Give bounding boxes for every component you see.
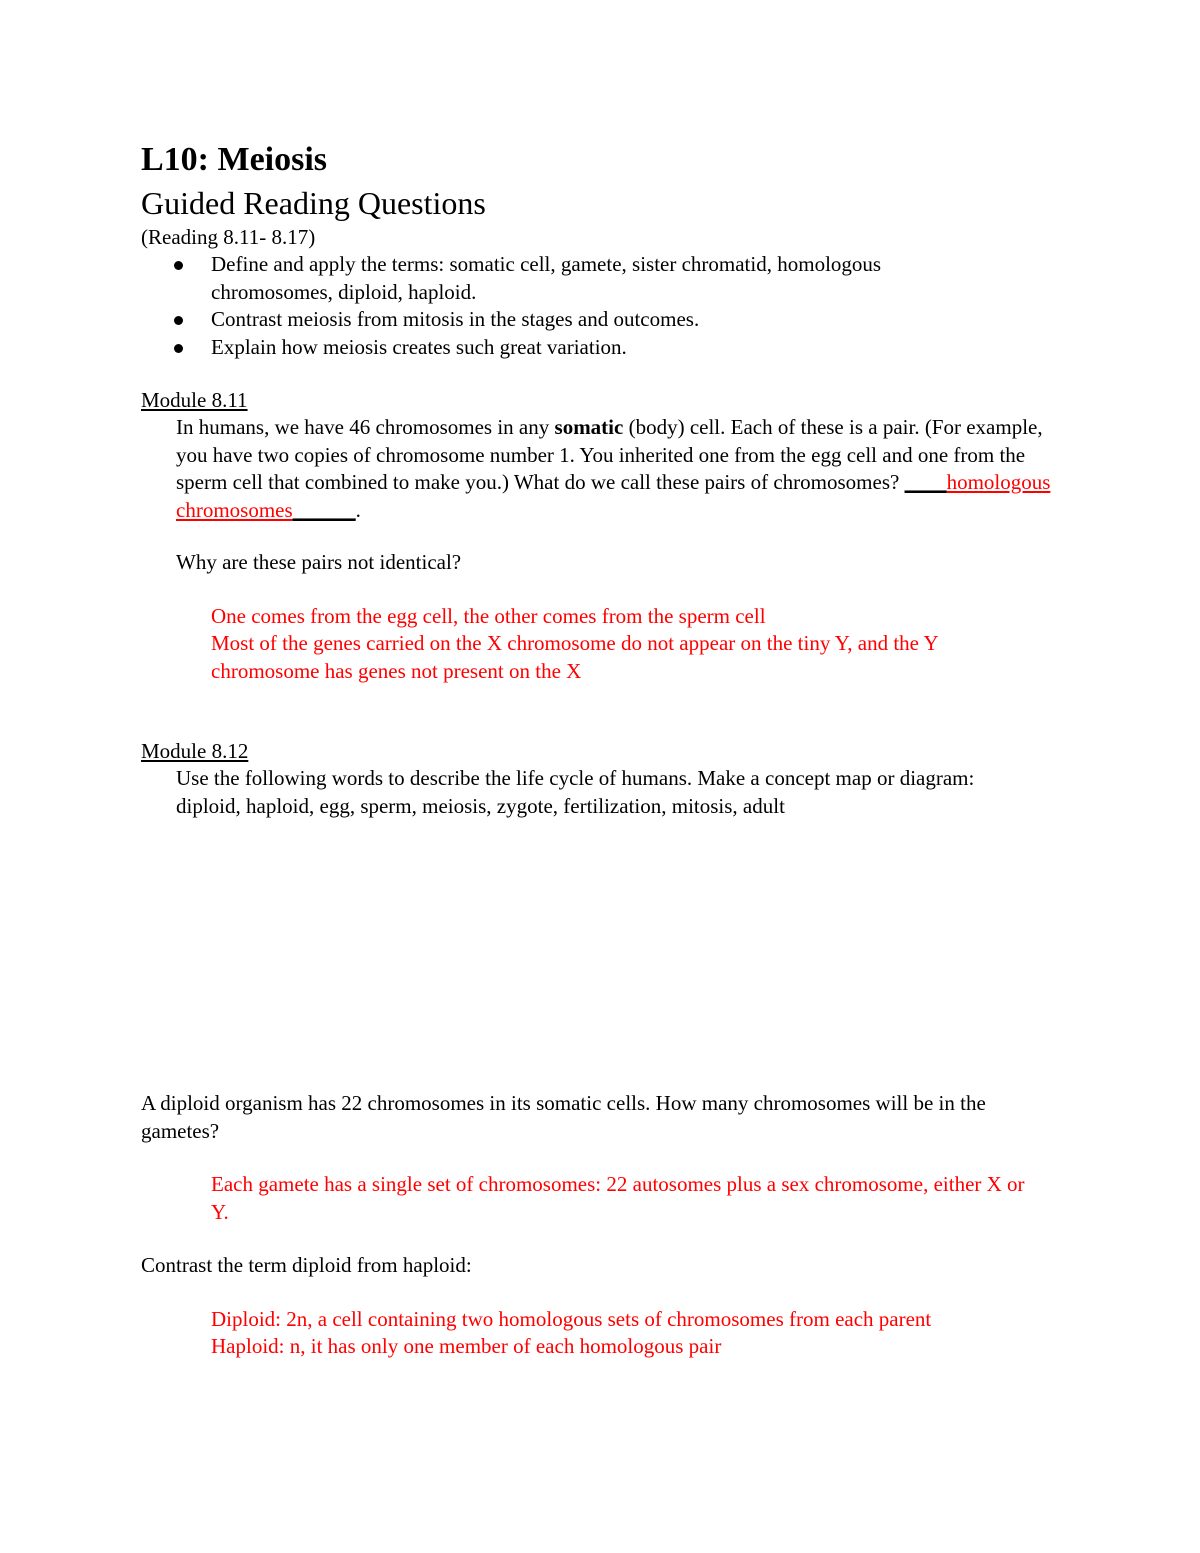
answer-line: One comes from the egg cell, the other comes from the sperm cell	[211, 604, 766, 628]
module-8-12-heading: Module 8.12	[141, 739, 249, 763]
bullet-icon	[174, 316, 183, 325]
question-text: .	[355, 497, 361, 522]
objective-item	[141, 251, 971, 306]
module-8-11-question-2: Why are these pairs not identical?	[176, 550, 462, 574]
answer-text: homologous chromosomes	[176, 470, 1051, 522]
page-subtitle: Guided Reading Questions	[141, 185, 486, 221]
module-8-12-question-1: Use the following words to describe the life cycle of humans. Make a concept map or diagram: diploid, haploid, egg, sperm, meiosis, zygote, fertilization, mitosis, adult	[176, 766, 975, 818]
page-title: L10: Meiosis	[141, 141, 328, 178]
objective-text: Contrast meiosis from mitosis in the stages and outcomes.	[211, 307, 700, 331]
module-8-11-heading: Module 8.11	[141, 388, 248, 412]
objective-text: Define and apply the terms: somatic cell, gamete, sister chromatid, homologous chromosomes, diploid, haploid.	[211, 252, 882, 304]
objective-text: Explain how meiosis creates such great variation.	[211, 334, 627, 359]
question-text: In humans, we have 46 chromosomes in any	[176, 415, 555, 439]
answer-blank: ____	[904, 470, 947, 494]
objective-item	[141, 334, 1041, 362]
answer-blank: ______	[292, 497, 356, 522]
diploid-question: A diploid organism has 22 chromosomes in its somatic cells. How many chromosomes will be in the gametes?	[141, 1091, 986, 1143]
reading-reference: (Reading 8.11- 8.17)	[141, 225, 316, 249]
bullet-icon	[174, 344, 183, 353]
question-text: (body) cell. Each of these is a pair. (For example, you have two copies of chromosome number 1. You inherited one from the egg cell and one from the sperm cell that combined to make you.) What do we call these pairs of chromosomes?	[176, 415, 1043, 494]
bold-term: somatic	[554, 415, 624, 439]
answer-line: Each gamete has a single set of chromosomes: 22 autosomes plus a sex chromosome, either X or Y.	[211, 1172, 1025, 1224]
answer-line: Haploid: n, it has only one member of each homologous pair	[211, 1334, 722, 1358]
answer-line: Most of the genes carried on the X chromosome do not appear on the tiny Y, and the Y chromosome has genes not present on the X	[211, 631, 938, 683]
objective-item	[141, 306, 1041, 334]
answer-line: Diploid: 2n, a cell containing two homologous sets of chromosomes from each parent	[211, 1307, 932, 1331]
objectives-list	[141, 251, 1041, 361]
bullet-icon	[174, 261, 183, 270]
module-8-11-question-1	[176, 414, 1061, 524]
contrast-question: Contrast the term diploid from haploid:	[141, 1253, 472, 1277]
